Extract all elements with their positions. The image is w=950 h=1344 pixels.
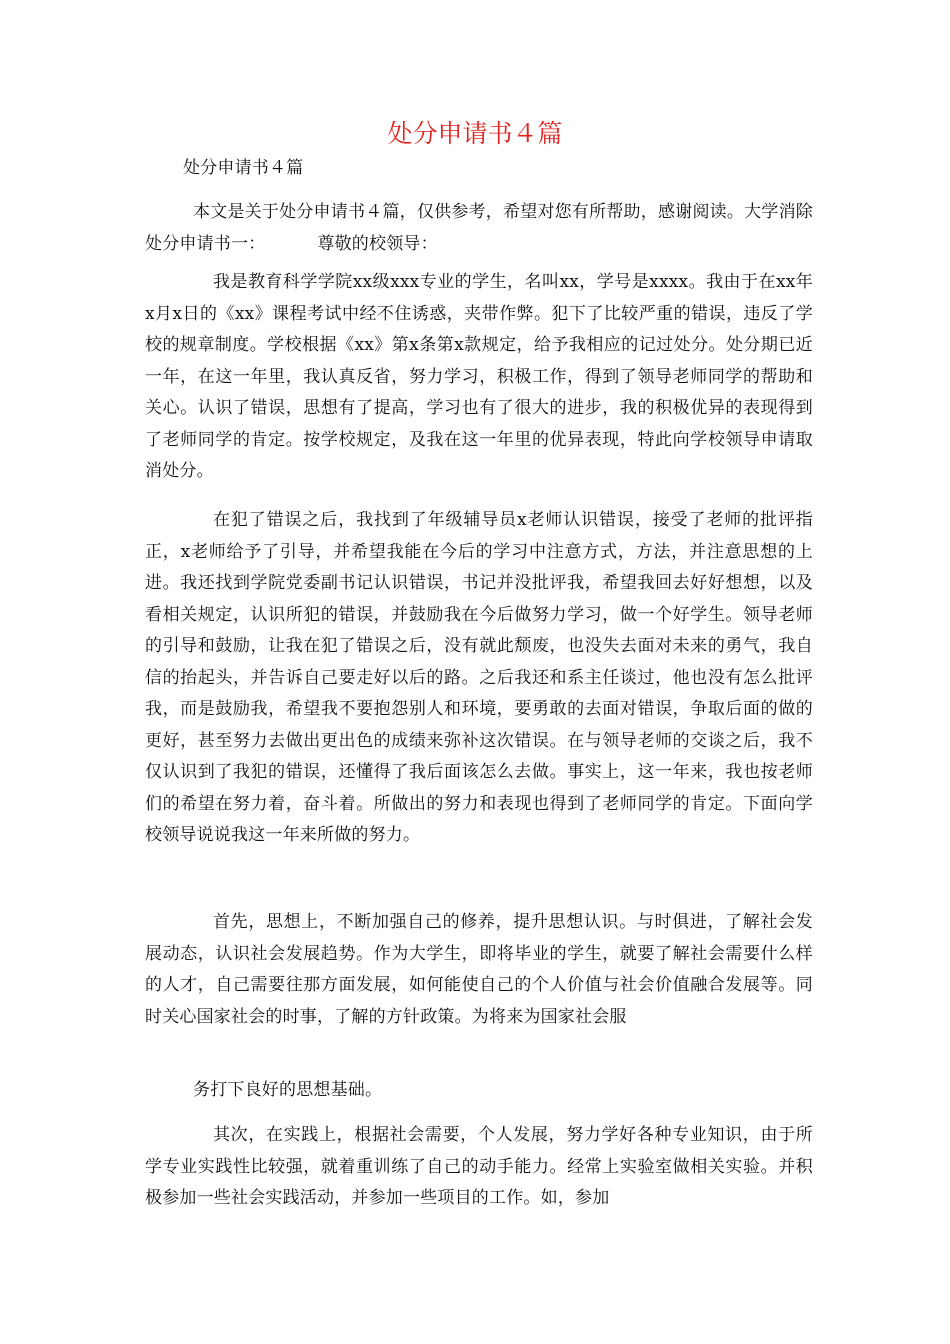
- intro-text: 本文是关于处分申请书４篇，仅供参考，希望对您有所帮助，感谢阅读。: [193, 202, 745, 222]
- document-subtitle: 处分申请书４篇: [183, 158, 304, 178]
- document-title: 处分申请书４篇: [387, 119, 563, 148]
- body-paragraph-1: 我是教育科学学院xx级xxx专业的学生，名叫xx，学号是xxxx。我由于在xx年x月x日的《xx》课程考试中经不住诱惑，夹带作弊。犯下了比较严重的错误，违反了学校的规章制度。学校根据《xx》第x条第x款规定，给予我相应的记过处分。处分期已近一年，在这一年里，我认真反省，努力学习，积极工作，得到了领导老师同学的帮助和关心。认识了错误，思想有了提高，学习也有了很大的进步，我的积极优异的表现得到了老师同学的肯定。按学校规定，及我在这一年里的优异表现，特此向学校领导申请取消处分。: [145, 272, 813, 481]
- salutation: 尊敬的校领导：: [317, 233, 438, 254]
- body-paragraph-4: 务打下良好的思想基础。: [193, 1080, 383, 1100]
- body-paragraph-2: 在犯了错误之后，我找到了年级辅导员x老师认识错误，接受了老师的批评指正，x老师给予了引导，并希望我能在今后的学习中注意方式，方法，并注意思想的上进。我还找到学院党委副书记认识错误，书记并没批评我，希望我回去好好想想，以及看相关规定，认识所犯的错误，并鼓励我在今后做努力学习，做一个好学生。领导老师的引导和鼓励，让我在犯了错误之后，没有就此颓废，也没失去面对未来的勇气，我自信的抬起头，并告诉自己要走好以后的路。之后我还和系主任谈过，他也没有怎么批评我，而是鼓励我，希望我不要抱怨别人和环境，要勇敢的去面对错误，争取后面的做的更好，甚至努力去做出更出色的成绩来弥补这次错误。在与领导老师的交谈之后，我不仅认识到了我犯的错误，还懂得了我后面该怎么去做。事实上，这一年来，我也按老师们的希望在努力着，奋斗着。所做出的努力和表现也得到了老师同学的肯定。下面向学校领导说说我这一年来所做的努力。: [145, 510, 813, 845]
- body-paragraph-5: 其次，在实践上，根据社会需要，个人发展，努力学好各种专业知识，由于所学专业实践性比较强，就着重训练了自己的动手能力。经常上实验室做相关实验。并积极参加一些社会实践活动，并参加一些项目的工作。如，参加: [145, 1125, 813, 1208]
- body-paragraph-3: 首先，思想上，不断加强自己的修养，提升思想认识。与时俱进，了解社会发展动态，认识社会发展趋势。作为大学生，即将毕业的学生，就要了解社会需要什么样的人才，自己需要往那方面发展，如何能使自己的个人价值与社会价值融合发展等。同时关心国家社会的时事，了解的方针政策。为将来为国家社会服: [145, 912, 813, 1027]
- intro-heading: 大学消除处分申请书一：: [145, 202, 813, 254]
- intro-paragraph: [145, 197, 813, 260]
